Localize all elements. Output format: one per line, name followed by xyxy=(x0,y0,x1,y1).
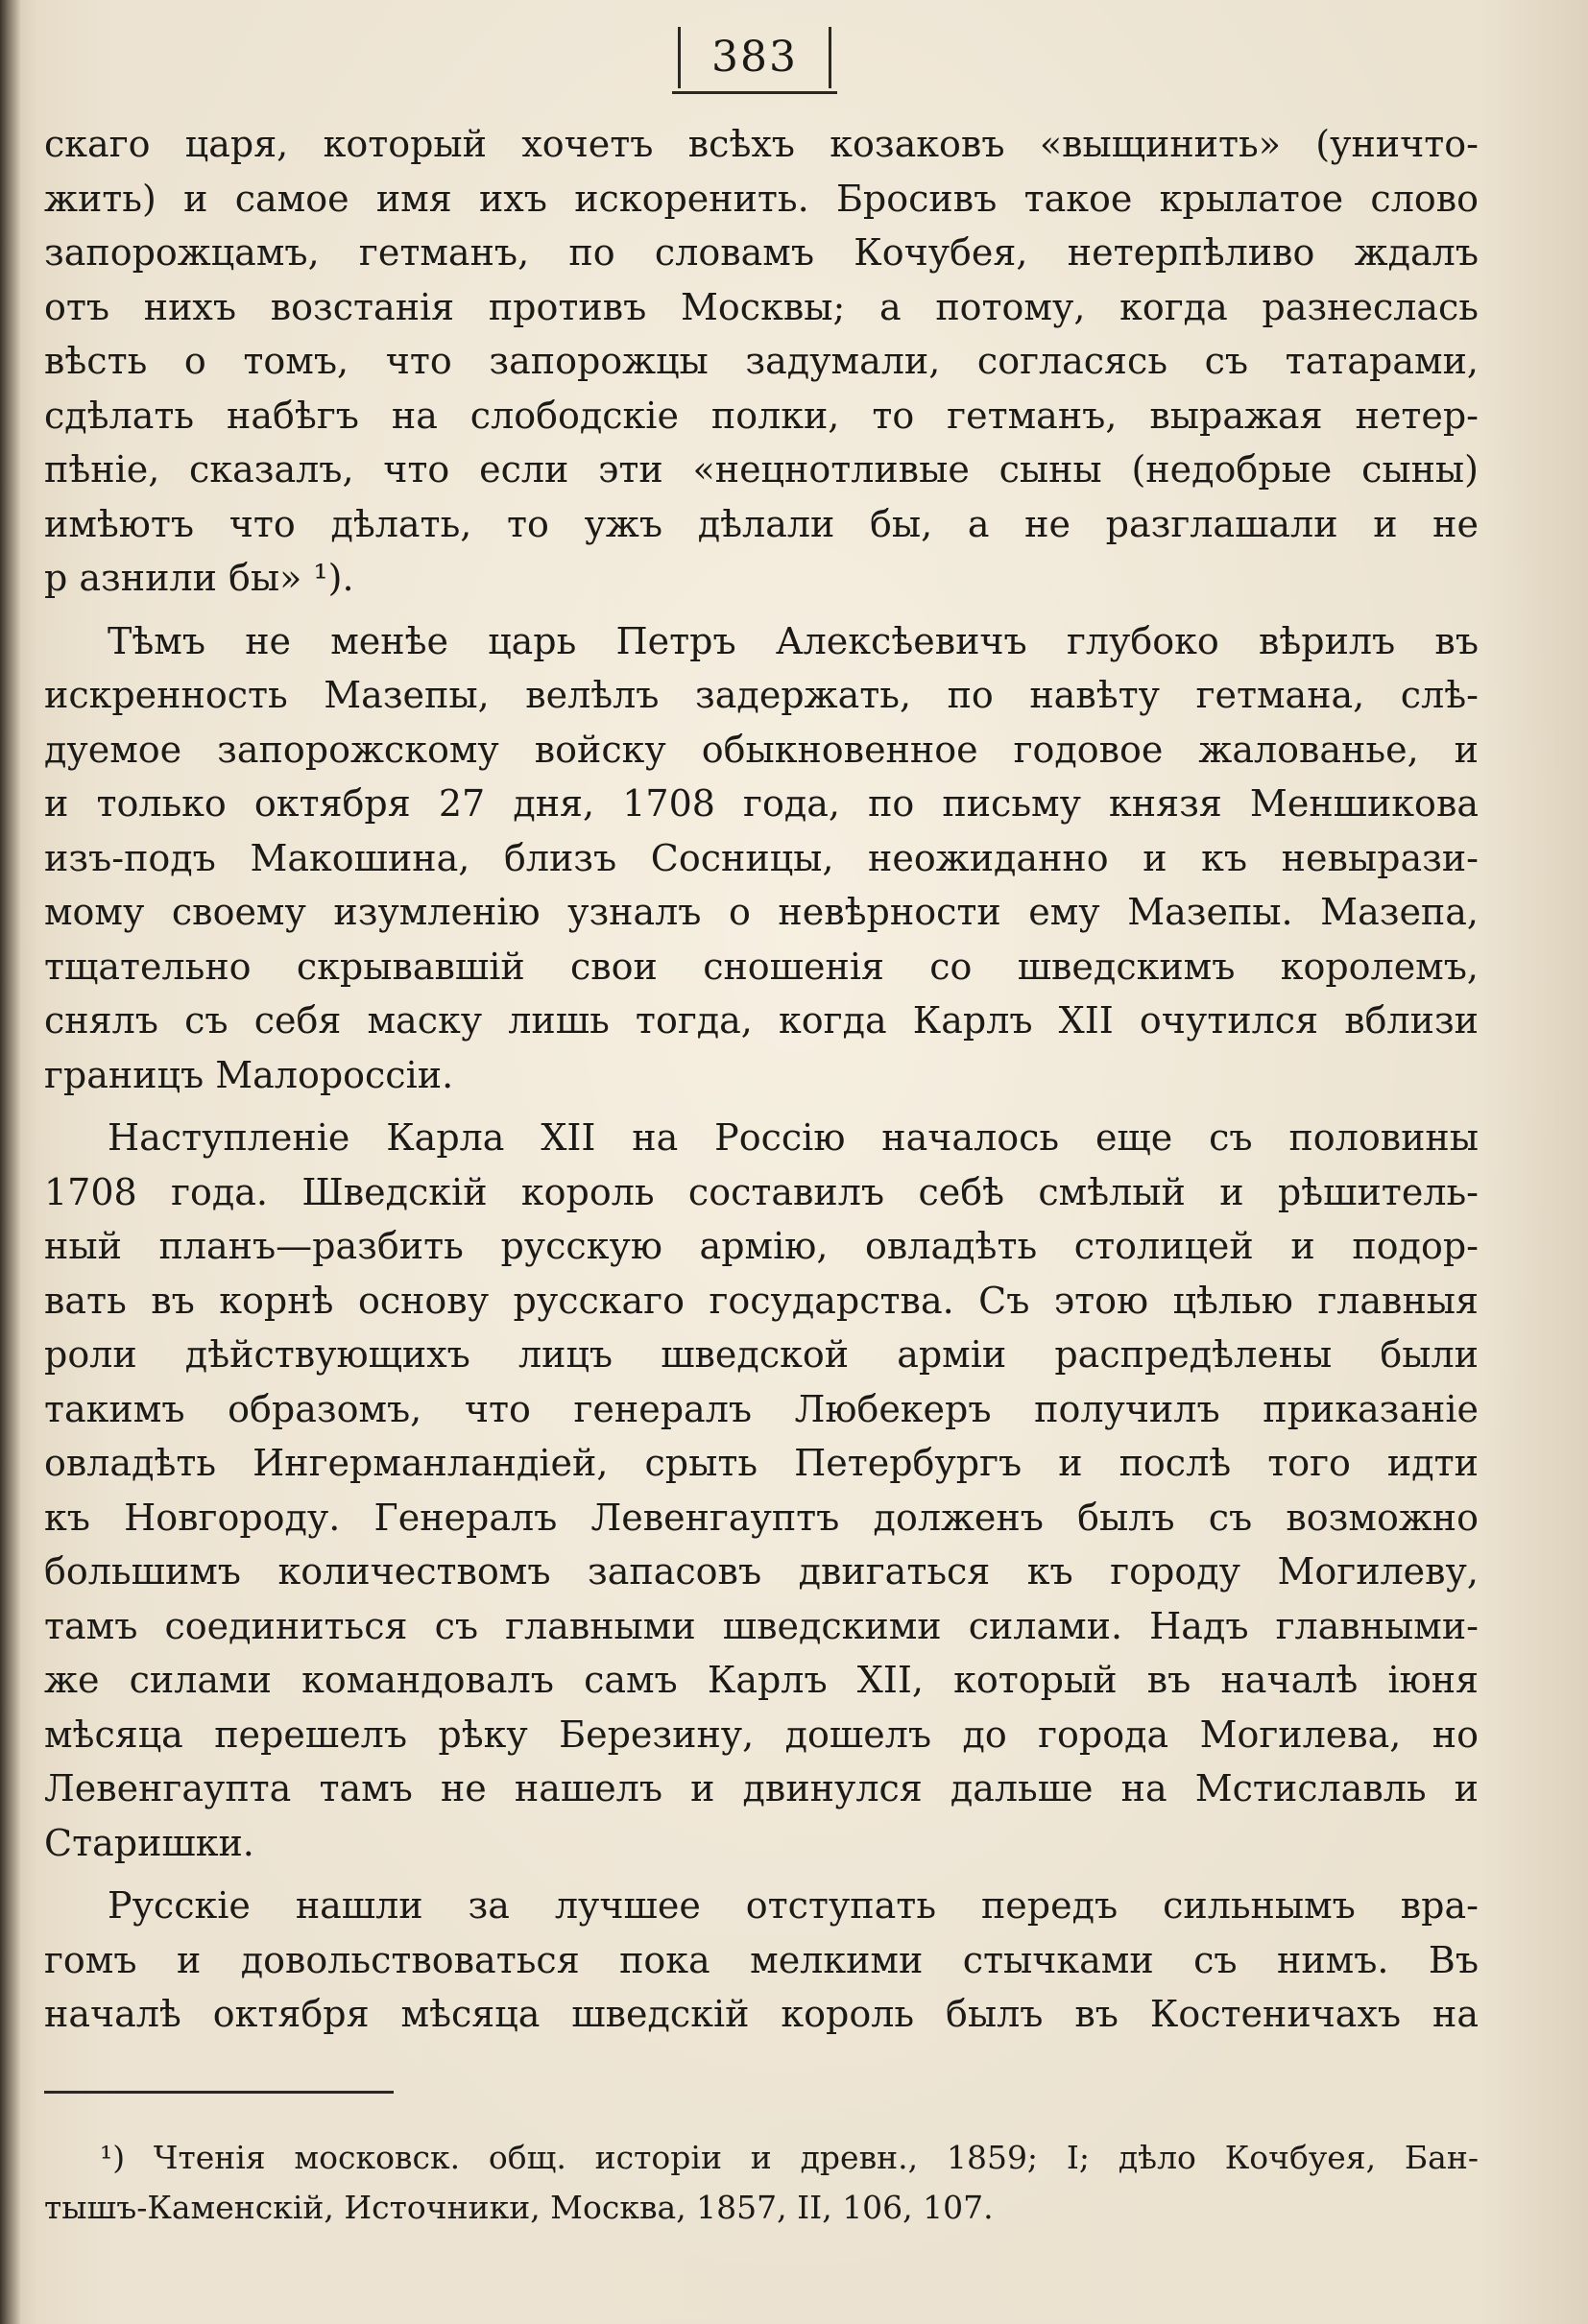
text-line: такимъ образомъ, что генералъ Любекеръ получилъ приказаніе xyxy=(44,1387,1479,1430)
paragraph xyxy=(44,1879,1479,2042)
text-line: изъ-подъ Макошина, близъ Сосницы, неожиданно и къ невырази- xyxy=(44,836,1479,879)
text-line: мому своему изумленію узналъ о невѣрности ему Мазепы. Мазепа, xyxy=(44,891,1479,933)
body-text xyxy=(44,117,1479,2042)
text-line: вать въ корнѣ основу русскаго государства. Съ этою цѣлью главныя xyxy=(44,1279,1479,1322)
text-line: роли дѣйствующихъ лицъ шведской арміи распредѣлены были xyxy=(44,1333,1479,1376)
paragraph-gap xyxy=(44,1102,1479,1111)
text-line: ный планъ—разбить русскую армію, овладѣть столицей и подор- xyxy=(44,1225,1479,1267)
text-line: овладѣть Ингерманландіей, срыть Петербургъ и послѣ того идти xyxy=(44,1442,1479,1484)
paragraph xyxy=(44,117,1479,606)
text-line: тщательно скрывавшій свои сношенія со шведскимъ королемъ, xyxy=(44,945,1479,988)
footnote-separator xyxy=(44,2091,394,2094)
text-line: пѣніе, сказалъ, что если эти «нецнотливые сыны (недобрые сыны) xyxy=(44,448,1479,491)
text-line: началѣ октября мѣсяца шведскій король былъ въ Костеничахъ на xyxy=(44,1993,1479,2035)
footnote-line: ¹) Чтенія московск. общ. исторіи и древн., 1859; I; дѣло Кочбуея, Бан- xyxy=(100,2139,1479,2176)
text-line: Левенгаупта тамъ не нашелъ и двинулся дальше на Мстиславль и xyxy=(44,1767,1479,1809)
page-number-underline xyxy=(672,91,837,94)
page-number: 383 xyxy=(711,33,798,82)
text-line: снялъ съ себя маску лишь тогда, когда Карлъ XII очутился вблизи xyxy=(44,999,1479,1042)
text-line: р азнили бы» ¹). xyxy=(44,557,354,599)
text-line: гомъ и довольствоваться пока мелкими стычками съ нимъ. Въ xyxy=(44,1938,1479,1981)
text-line: Русскіе нашли за лучшее отступать передъ сильнымъ вра- xyxy=(108,1884,1479,1927)
paragraph-gap xyxy=(44,1870,1479,1879)
text-line: Старишки. xyxy=(44,1821,254,1864)
paragraph-gap xyxy=(44,606,1479,614)
text-line: отъ нихъ возстанія противъ Москвы; а потому, когда разнеслась xyxy=(44,285,1479,328)
text-line: Наступленіе Карла XII на Россію началось еще съ половины xyxy=(108,1116,1479,1159)
text-line: Тѣмъ не менѣе царь Петръ Алексѣевичъ глубоко вѣрилъ въ xyxy=(108,619,1479,662)
paragraph xyxy=(44,1111,1479,1870)
paragraph xyxy=(44,614,1479,1103)
text-line: тамъ соединиться съ главными шведскими силами. Надъ главными- xyxy=(44,1604,1479,1647)
text-line: скаго царя, который хочетъ всѣхъ козаковъ «выщинить» (уничто- xyxy=(44,123,1479,165)
text-line: имѣютъ что дѣлать, то ужъ дѣлали бы, а не разглашали и не xyxy=(44,502,1479,545)
text-line: 1708 года. Шведскій король составилъ себѣ смѣлый и рѣшитель- xyxy=(44,1170,1479,1213)
footnote-line: тышъ-Каменскій, Источники, Москва, 1857, II, 106, 107. xyxy=(44,2189,994,2226)
text-line: вѣсть о томъ, что запорожцы задумали, согласясь съ татарами, xyxy=(44,340,1479,382)
text-line: жить) и самое имя ихъ искоренить. Бросивъ такое крылатое слово xyxy=(44,177,1479,220)
text-line: большимъ количествомъ запасовъ двигаться къ городу Могилеву, xyxy=(44,1550,1479,1593)
text-line: сдѣлать набѣгъ на слободскіе полки, то гетманъ, выражая нетер- xyxy=(44,394,1479,437)
text-line: же силами командовалъ самъ Карлъ XII, который въ началѣ іюня xyxy=(44,1659,1479,1701)
text-line: границъ Малороссіи. xyxy=(44,1053,454,1096)
text-line: запорожцамъ, гетманъ, по словамъ Кочубея, нетерпѣливо ждалъ xyxy=(44,231,1479,274)
footnotes xyxy=(44,2133,1479,2233)
text-line: дуемое запорожскому войску обыкновенное годовое жалованье, и xyxy=(44,728,1479,771)
text-line: искренность Мазепы, велѣлъ задержать, по навѣту гетмана, слѣ- xyxy=(44,674,1479,716)
text-line: мѣсяца перешелъ рѣку Березину, дошелъ до города Могилева, но xyxy=(44,1713,1479,1756)
text-line: къ Новгороду. Генералъ Левенгауптъ долженъ былъ съ возможно xyxy=(44,1496,1479,1539)
text-line: и только октября 27 дня, 1708 года, по письму князя Меншикова xyxy=(44,782,1479,825)
binding-shadow xyxy=(0,0,21,2324)
